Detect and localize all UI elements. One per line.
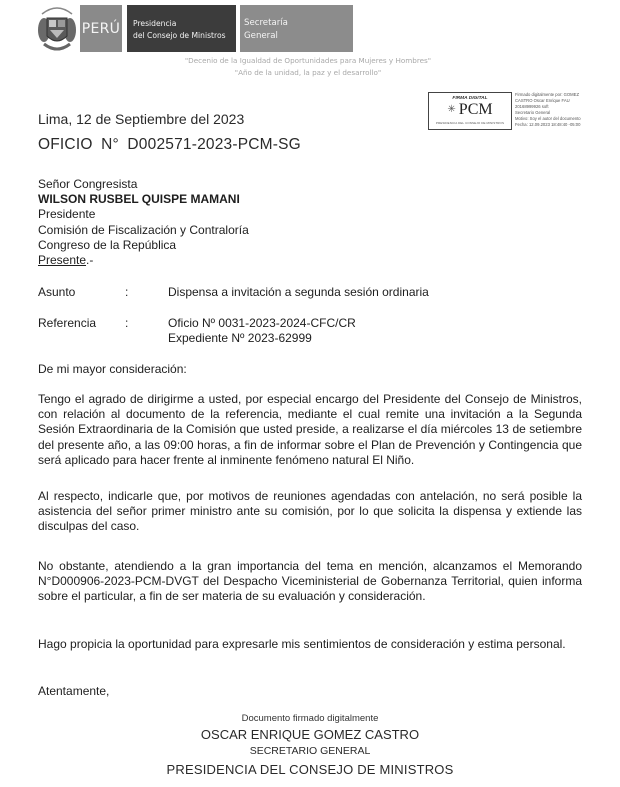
reference-row (38, 316, 588, 346)
greeting: De mi mayor consideración: (38, 362, 187, 376)
oficio-number (38, 136, 301, 154)
oficio-code: D002571-2023-PCM-SG (127, 136, 301, 153)
signature-detail-line: Firmado digitalmente por: GOMEZ (515, 92, 579, 97)
letter-date: Lima, 12 de Septiembre del 2023 (38, 111, 245, 127)
institution-line1: Presidencia (133, 19, 177, 28)
peru-coat-of-arms-icon (36, 4, 78, 54)
recipient-salutation: Señor Congresista (38, 177, 138, 191)
slogan-decade: "Decenio de la Igualdad de Oportunidades para Mujeres y Hombres" (184, 56, 432, 65)
subject-row (38, 285, 588, 300)
signature-detail-line: 20168999926 soft (515, 104, 549, 109)
reference-label: Referencia (38, 316, 97, 330)
stamp-footer: PRESIDENCIA DEL CONSEJO DE MINISTROS (435, 121, 505, 125)
body-paragraph: Al respecto, indicarle que, por motivos de reuniones agendadas con antelación, no será posible la asistencia del señor primer ministro ante su comisión, por lo que solicita la dispensa y extiende las disculpas del caso. (38, 489, 582, 534)
reference-colon: : (125, 316, 129, 330)
oficio-label: OFICIO N° (38, 136, 119, 153)
star-icon: ✳ (447, 104, 456, 115)
body-paragraph: Tengo el agrado de dirigirme a usted, por especial encargo del Presidente del Consejo de Ministros, con relación al documento de la referencia, mediante el cual remite una invitación a la Segunda Sesión Extraordinaria de la Comisión que usted preside, a realizarse el día miércoles 13 de setiembre del presente año, a las 09:00 horas, a fin de informar sobre el Plan de Prevención y Contingencia que será aplicado para hacer frente al inminente fenómeno natural El Niño. (38, 392, 582, 467)
recipient-institution: Congreso de la República (38, 237, 177, 252)
institution-block (127, 5, 236, 52)
office-line2: General (244, 31, 278, 41)
signature-details (515, 92, 619, 128)
stamp-logo (429, 102, 511, 118)
signer-title: SECRETARIO GENERAL (249, 745, 371, 757)
digital-signature-stamp (428, 92, 512, 130)
body-paragraph: Hago propicia la oportunidad para expresarle mis sentimientos de consideración y estima personal. (38, 637, 566, 651)
subject-value: Dispensa a invitación a segunda sesión ordinaria (168, 285, 429, 299)
institution-line2: del Consejo de Ministros (133, 31, 226, 40)
recipient-presente: Presente.- (38, 253, 94, 268)
signature-note: Documento firmado digitalmente (241, 713, 379, 724)
signature-detail-line: Secretario General (515, 110, 551, 115)
stamp-title: FIRMA DIGITAL (452, 96, 488, 101)
subject-label: Asunto (38, 285, 76, 299)
reference-line: Oficio Nº 0031-2023-2024-CFC/CR (168, 316, 356, 330)
body-paragraph: No obstante, atendiendo a la gran importancia del tema en mención, alcanzamos el Memorando N°D000906-2023-PCM-DVGT del Despacho Viceministerial de Gobernanza Territorial, quien informa sobre el particular, a fin de ser materia de su evaluación y consideración. (38, 559, 582, 604)
closing: Atentamente, (38, 684, 110, 698)
recipient-name: WILSON RUSBEL QUISPE MAMANI (38, 192, 240, 207)
recipient-block (38, 177, 249, 268)
signature-detail-line: Motivo: Soy el autor del documento (515, 116, 581, 121)
signature-detail-line: CASTRO Oscar Enrique FAU (515, 98, 570, 103)
reference-line: Expediente Nº 2023-62999 (168, 331, 312, 345)
slogan-year: "Año de la unidad, la paz y el desarrollo" (234, 68, 382, 77)
subject-colon: : (125, 285, 129, 299)
recipient-role: Presidente (38, 207, 96, 222)
country-label: PERÚ (81, 20, 121, 37)
signature-detail-line: Fecha: 12.09.2023 18:48:40 -05:00 (515, 122, 581, 127)
stamp-logo-text: PCM (458, 101, 493, 118)
signer-organization: PRESIDENCIA DEL CONSEJO DE MINISTROS (166, 762, 454, 777)
recipient-commission: Comisión de Fiscalización y Contraloría (38, 222, 249, 237)
signer-name: OSCAR ENRIQUE GOMEZ CASTRO (200, 727, 420, 742)
country-block (80, 5, 122, 52)
office-block (240, 5, 353, 52)
office-line1: Secretaría (244, 18, 288, 28)
